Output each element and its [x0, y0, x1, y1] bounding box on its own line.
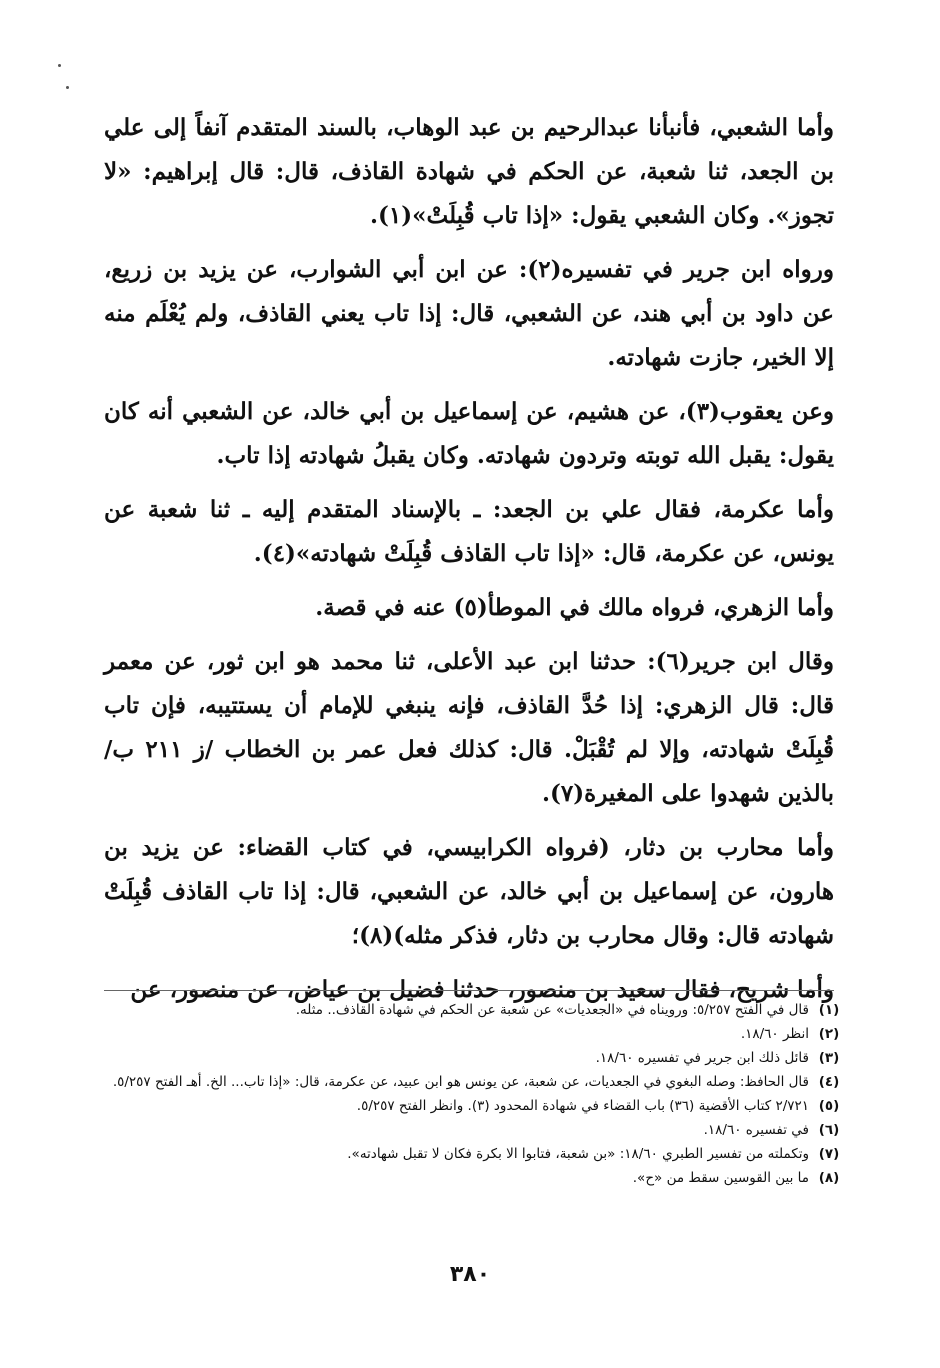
footnote	[104, 1118, 849, 1142]
paragraph: وأما الشعبي، فأنبأنا عبدالرحيم بن عبد الوهاب، بالسند المتقدم آنفاً إلى علي بن الجعد، ثنا شعبة، عن الحكم في شهادة القاذف، قال: قال إبراهيم: «لا تجوز». وكان الشعبي يقول: «إذا تاب قُبِلَتْ»(١).	[104, 114, 834, 229]
footnote	[104, 1094, 849, 1118]
footnote-number: (١)	[818, 1002, 840, 1018]
footnote	[104, 1022, 849, 1046]
footnote-separator	[104, 990, 834, 991]
footnote-text: ٢/٧٢١ كتاب الأقضية (٣٦) باب القضاء في شهادة المحدود (٣). وانظر الفتح ٥/٢٥٧.	[356, 1098, 809, 1114]
footnote	[104, 1166, 849, 1190]
footnote-number: (٣)	[818, 1050, 840, 1066]
footnote-number: (٤)	[818, 1074, 840, 1090]
footnote	[104, 1046, 849, 1070]
paragraph: وعن يعقوب(٣)، عن هشيم، عن إسماعيل بن أبي خالد، عن الشعبي أنه كان يقول: يقبل الله توبته وتردون شهادته. وكان يقبلُ شهادته إذا تاب.	[104, 398, 834, 469]
paragraph: وأما عكرمة، فقال علي بن الجعد: ـ بالإسناد المتقدم إليه ـ ثنا شعبة عن يونس، عن عكرمة، قال: «إذا تاب القاذف قُبِلَتْ شهادته»(٤).	[104, 496, 834, 567]
page-number: ٣٨٠	[449, 1262, 491, 1287]
paragraph: وأما الزهري، فرواه مالك في الموطأ(٥) عنه في قصة.	[315, 594, 834, 621]
footnote-text: قال في الفتح ٥/٢٥٧: ورويناه في «الجعديات» عن شعبة عن الحكم في شهادة القاذف.. مثله.	[295, 1002, 809, 1018]
footnote-text: في تفسيره ١٨/٦٠.	[703, 1122, 809, 1138]
footnote-text: قال الحافظ: وصله البغوي في الجعديات، عن شعبة، عن يونس هو ابن عبيد، عن عكرمة، قال: «إذا تاب... الخ. أهـ الفتح ٥/٢٥٧.	[112, 1074, 809, 1090]
footnote	[104, 998, 849, 1022]
footnotes	[104, 998, 849, 1190]
main-text	[104, 106, 834, 1022]
footnote-text: قائل ذلك ابن جرير في تفسيره ١٨/٦٠.	[595, 1050, 809, 1066]
paragraph: ورواه ابن جرير في تفسيره(٢): عن ابن أبي الشوارب، عن يزيد بن زريع، عن داود بن أبي هند، عن الشعبي، قال: إذا تاب يعني القاذف، ولم يُعْلَم منه إلا الخير، جازت شهادته.	[104, 256, 834, 371]
footnote-text: ما بين القوسين سقط من «ح».	[632, 1170, 809, 1186]
footnote-number: (٥)	[818, 1098, 840, 1114]
footnote-number: (٦)	[818, 1122, 840, 1138]
footnote-number: (٧)	[818, 1146, 840, 1162]
footnote-number: (٨)	[818, 1170, 840, 1186]
paragraph: وأما شريح، فقال سعيد بن منصور، حدثنا فضيل بن عياض، عن منصور، عن	[130, 976, 834, 1003]
scan-speck	[66, 86, 69, 89]
scan-speck	[58, 64, 61, 67]
footnote-text: انظر ١٨/٦٠.	[740, 1026, 809, 1042]
footnote-number: (٢)	[818, 1026, 840, 1042]
paragraph: وأما محارب بن دثار، (فرواه الكرابيسي، في كتاب القضاء: عن يزيد بن هارون، عن إسماعيل بن أبي خالد، عن الشعبي، قال: إذا تاب القاذف قُبِلَتْ شهادته قال: وقال محارب بن دثار، فذكر مثله)(٨)؛	[104, 834, 834, 949]
footnote	[104, 1142, 849, 1166]
footnote-text: وتكملته من تفسير الطبري ١٨/٦٠: «بن شعبة، فتابوا الا بكرة فكان لا تقبل شهادته».	[347, 1146, 809, 1162]
footnote	[104, 1070, 849, 1094]
paragraph: وقال ابن جرير(٦): حدثنا ابن عبد الأعلى، ثنا محمد هو ابن ثور، عن معمر قال: قال الزهري: إذا حُدَّ القاذف، فإنه ينبغي للإمام أن يستتيبه، فإن تاب قُبِلَتْ شهادته، وإلا لم تُقْبَلْ. قال: كذلك فعل عمر بن الخطاب /ز ٢١١ ب/ بالذين شهدوا على المغيرة(٧).	[104, 648, 835, 807]
